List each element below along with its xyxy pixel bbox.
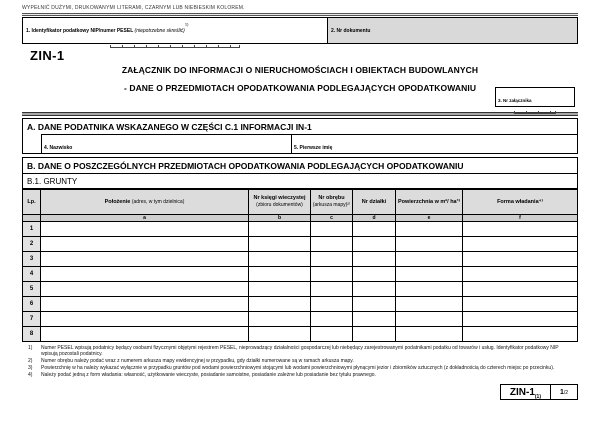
attachment-comb-line[interactable] <box>514 111 556 114</box>
footer-code-text: ZIN-1 <box>509 387 535 399</box>
table-row <box>23 297 578 312</box>
field-nip-pesel-note: (niepotrzebne skreślić) <box>134 28 185 34</box>
col-header-location <box>41 190 249 215</box>
footer-page-indicator <box>550 385 577 399</box>
col-header-plot: Nr działki <box>353 190 396 215</box>
col-header-precinct-main: Nr obrębu <box>318 195 345 202</box>
header-fields-row <box>22 17 578 44</box>
row-number: 6 <box>23 297 41 312</box>
column-letter-row <box>23 215 578 222</box>
cell-location[interactable] <box>41 297 249 312</box>
cell-ownership[interactable] <box>463 222 578 237</box>
col-letter: c <box>311 215 353 222</box>
field-attachment-number-label: 3. Nr załącznika <box>498 98 532 103</box>
cell-area[interactable] <box>396 282 463 297</box>
nip-pesel-comb-line[interactable] <box>110 45 240 48</box>
field-nip-pesel[interactable] <box>22 17 328 44</box>
col-header-precinct-sub: (arkusza mapy)²⁾ <box>312 202 351 209</box>
cell-plot[interactable] <box>353 297 396 312</box>
col-header-precinct <box>311 190 353 215</box>
footnote-1 <box>22 345 578 357</box>
section-a-fields-row <box>41 134 577 153</box>
footnote-number: 3) <box>28 365 33 372</box>
footnote-4 <box>22 372 578 378</box>
cell-register[interactable] <box>249 252 311 267</box>
cell-precinct[interactable] <box>311 222 353 237</box>
cell-location[interactable] <box>41 237 249 252</box>
cell-area[interactable] <box>396 327 463 342</box>
col-letter: e <box>396 215 463 222</box>
col-header-lp: Lp. <box>23 190 41 215</box>
field-surname[interactable] <box>42 135 292 153</box>
row-number: 1 <box>23 222 41 237</box>
grunty-table <box>22 189 578 342</box>
section-a-title: A. DANE PODATNIKA WSKAZANEGO W CZĘŚCI C.1 INFORMACJI IN-1 <box>27 122 312 132</box>
cell-area[interactable] <box>396 237 463 252</box>
cell-precinct[interactable] <box>311 237 353 252</box>
cell-ownership[interactable] <box>463 312 578 327</box>
table-header-row <box>23 190 578 215</box>
form-title-line1: ZAŁĄCZNIK DO INFORMACJI O NIERUCHOMOŚCIACH I OBIEKTACH BUDOWLANYCH <box>121 65 479 75</box>
form-footer <box>500 384 578 400</box>
field-document-number[interactable] <box>328 17 578 44</box>
table-row <box>23 252 578 267</box>
footnote-2 <box>22 358 578 364</box>
cell-register[interactable] <box>249 267 311 282</box>
cell-precinct[interactable] <box>311 282 353 297</box>
section-divider <box>22 112 578 116</box>
col-letter: b <box>249 215 311 222</box>
col-header-register-main: Nr księgi wieczystej <box>253 195 306 202</box>
cell-register[interactable] <box>249 327 311 342</box>
cell-ownership[interactable] <box>463 282 578 297</box>
form-code: ZIN-1 <box>30 48 65 63</box>
cell-plot[interactable] <box>353 282 396 297</box>
row-number: 8 <box>23 327 41 342</box>
row-number: 5 <box>23 282 41 297</box>
form-title-line2: - DANE O PRZEDMIOTACH OPODATKOWANIA PODLEGAJĄCYCH OPODATKOWANIU <box>123 83 477 93</box>
col-header-ownership: Forma władania⁴⁾ <box>463 190 578 215</box>
cell-register[interactable] <box>249 312 311 327</box>
table-row <box>23 327 578 342</box>
footnotes <box>22 345 578 378</box>
top-divider <box>22 13 578 16</box>
cell-ownership[interactable] <box>463 327 578 342</box>
section-a <box>22 118 578 154</box>
cell-location[interactable] <box>41 267 249 282</box>
footnote-text: Należy podać jedną z form władania: własność, użytkowanie wieczyste, posiadanie samoistne, posiadanie zależne lub posiadanie bez tytułu prawnego. <box>41 372 376 379</box>
footer-page-total: /2 <box>563 390 569 397</box>
cell-precinct[interactable] <box>311 252 353 267</box>
cell-area[interactable] <box>396 222 463 237</box>
cell-plot[interactable] <box>353 252 396 267</box>
footer-form-code <box>501 385 550 399</box>
col-header-area: Powierzchnia w m²/ ha³⁾ <box>396 190 463 215</box>
col-header-location-sub: (adres, w tym dzielnica) <box>131 198 185 205</box>
cell-ownership[interactable] <box>463 237 578 252</box>
cell-location[interactable] <box>41 312 249 327</box>
col-header-register <box>249 190 311 215</box>
col-letter: a <box>41 215 249 222</box>
cell-plot[interactable] <box>353 267 396 282</box>
cell-location[interactable] <box>41 252 249 267</box>
table-row <box>23 237 578 252</box>
table-row <box>23 282 578 297</box>
footer-version: (1) <box>534 394 541 401</box>
row-number: 2 <box>23 237 41 252</box>
cell-ownership[interactable] <box>463 297 578 312</box>
col-letter: d <box>353 215 396 222</box>
row-number: 7 <box>23 312 41 327</box>
cell-plot[interactable] <box>353 312 396 327</box>
field-first-name[interactable] <box>292 135 577 153</box>
cell-area[interactable] <box>396 312 463 327</box>
footnote-ref-1: 1) <box>184 21 189 27</box>
cell-area[interactable] <box>396 297 463 312</box>
field-first-name-label: 5. Pierwsze imię <box>294 145 333 151</box>
footnote-text: Numer obrębu należy podać wraz z numerem arkusza mapy ewidencyjnej w przypadku, gdy działki numerowane są w ramach arkusza mapy. <box>41 358 354 365</box>
cell-location[interactable] <box>41 327 249 342</box>
table-row <box>23 312 578 327</box>
footer-row <box>22 384 578 400</box>
cell-area[interactable] <box>396 252 463 267</box>
field-nip-pesel-label: 1. Identyfikator podatkowy NIP/numer PESEL <box>26 28 135 34</box>
cell-precinct[interactable] <box>311 312 353 327</box>
field-document-number-label: 2. Nr dokumentu <box>331 28 371 34</box>
cell-ownership[interactable] <box>463 252 578 267</box>
col-header-location-main: Położenie <box>104 198 131 205</box>
footnote-3 <box>22 365 578 371</box>
cell-register[interactable] <box>249 237 311 252</box>
cell-plot[interactable] <box>353 222 396 237</box>
fill-instruction: WYPEŁNIĆ DUŻYMI, DRUKOWANYMI LITERAMI, CZARNYM LUB NIEBIESKIM KOLOREM. <box>22 5 245 11</box>
row-number: 4 <box>23 267 41 282</box>
row-number: 3 <box>23 252 41 267</box>
footnote-text: Numer PESEL wpisują podatnicy będący osobami fizycznymi objętymi rejestrem PESEL, nieprowadzący działalności gospodarczej lub niebędący zarejestrowanymi podatnikami podatku od towarów i usług. Identyfikator podatkowy NIP wpisują pozostali podatnicy. <box>41 345 559 358</box>
field-attachment-number[interactable] <box>495 87 575 107</box>
cell-precinct[interactable] <box>311 267 353 282</box>
cell-area[interactable] <box>396 267 463 282</box>
subsection-b1-title: B.1. GRUNTY <box>22 174 578 189</box>
col-letter: f <box>463 215 578 222</box>
col-letter-blank <box>23 215 41 222</box>
cell-register[interactable] <box>249 222 311 237</box>
table-row <box>23 222 578 237</box>
footnote-text: Powierzchnię w ha należy wykazać wyłącznie w przypadku gruntów pod wodami powierzchniowymi stojącymi lub wodami powierzchniowymi płynącymi jezior i zbiorników sztucznych (z dokładnością do czterech miejsc po przecinku). <box>41 365 555 372</box>
footnote-number: 1) <box>28 345 33 351</box>
footnote-number: 2) <box>28 358 33 365</box>
col-header-register-sub: (zbioru dokumentów) <box>256 202 303 209</box>
cell-plot[interactable] <box>353 327 396 342</box>
cell-register[interactable] <box>249 297 311 312</box>
cell-ownership[interactable] <box>463 267 578 282</box>
footnote-number: 4) <box>28 372 33 379</box>
cell-precinct[interactable] <box>311 297 353 312</box>
cell-location[interactable] <box>41 282 249 297</box>
cell-location[interactable] <box>41 222 249 237</box>
cell-precinct[interactable] <box>311 327 353 342</box>
footer-page-number: 1 <box>559 388 564 396</box>
table-row <box>23 267 578 282</box>
section-b-title: B. DANE O POSZCZEGÓLNYCH PRZEDMIOTACH OPODATKOWANIA PODLEGAJĄCYCH OPODATKOWANIU <box>22 157 578 174</box>
field-surname-label: 4. Nazwisko <box>44 145 73 151</box>
cell-register[interactable] <box>249 282 311 297</box>
cell-plot[interactable] <box>353 237 396 252</box>
